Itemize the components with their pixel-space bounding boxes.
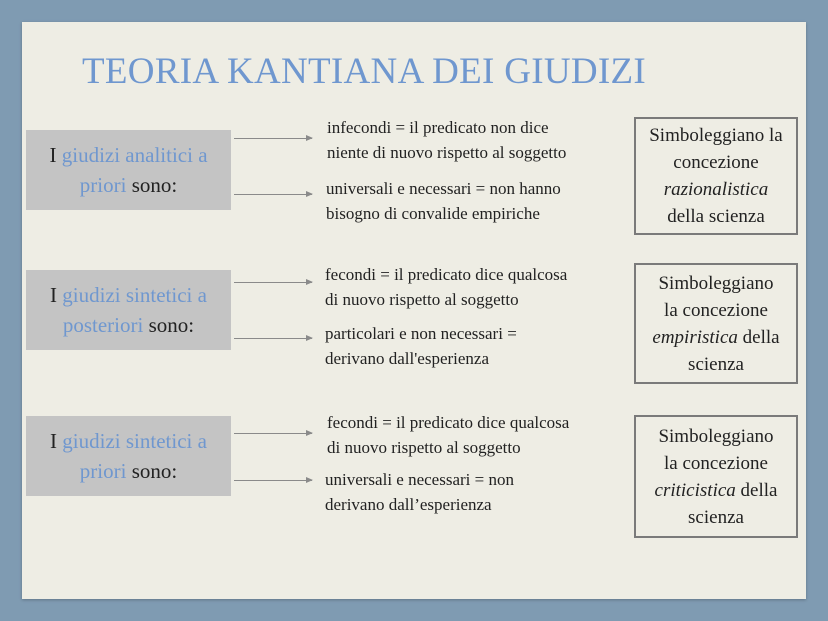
- desc-row1-second: universali e necessari = non hanno bisogno di convalide empiriche: [326, 179, 561, 223]
- desc-row2-first: fecondi = il predicato dice qualcosa di nuovo rispetto al soggetto: [325, 265, 568, 309]
- slide: [22, 22, 806, 599]
- arrow-row3-top: [234, 433, 312, 434]
- label-analitici-a-priori: [26, 130, 231, 210]
- page-title: TEORIA KANTIANA DEI GIUDIZI: [82, 51, 647, 92]
- arrow-row1-top: [234, 138, 312, 139]
- desc-row3-second: universali e necessari = non derivano dall’esperienza: [325, 470, 514, 514]
- symbol-box-row3: Simboleggiano la concezione criticistica della scienza: [634, 415, 798, 538]
- label-sintetici-a-priori: [26, 416, 231, 496]
- arrow-row3-bottom: [234, 480, 312, 481]
- symbol-box-row2: Simboleggiano la concezione empiristica della scienza: [634, 263, 798, 384]
- arrow-row2-bottom: [234, 338, 312, 339]
- desc-row1-first: infecondi = il predicato non dice niente di nuovo rispetto al soggetto: [327, 118, 567, 162]
- symbol-box-row1: Simboleggiano la concezione razionalistica della scienza: [634, 117, 798, 235]
- desc-row2-second: particolari e non necessari = derivano dall'esperienza: [325, 324, 517, 368]
- label-text: I giudizi sintetici a priori sono:: [50, 429, 207, 483]
- label-sintetici-a-posteriori: [26, 270, 231, 350]
- label-text: I giudizi sintetici a posteriori sono:: [50, 283, 207, 337]
- arrow-row2-top: [234, 282, 312, 283]
- arrow-row1-bottom: [234, 194, 312, 195]
- label-text: I giudizi analitici a priori sono:: [49, 143, 208, 197]
- desc-row3-first: fecondi = il predicato dice qualcosa di nuovo rispetto al soggetto: [327, 413, 570, 457]
